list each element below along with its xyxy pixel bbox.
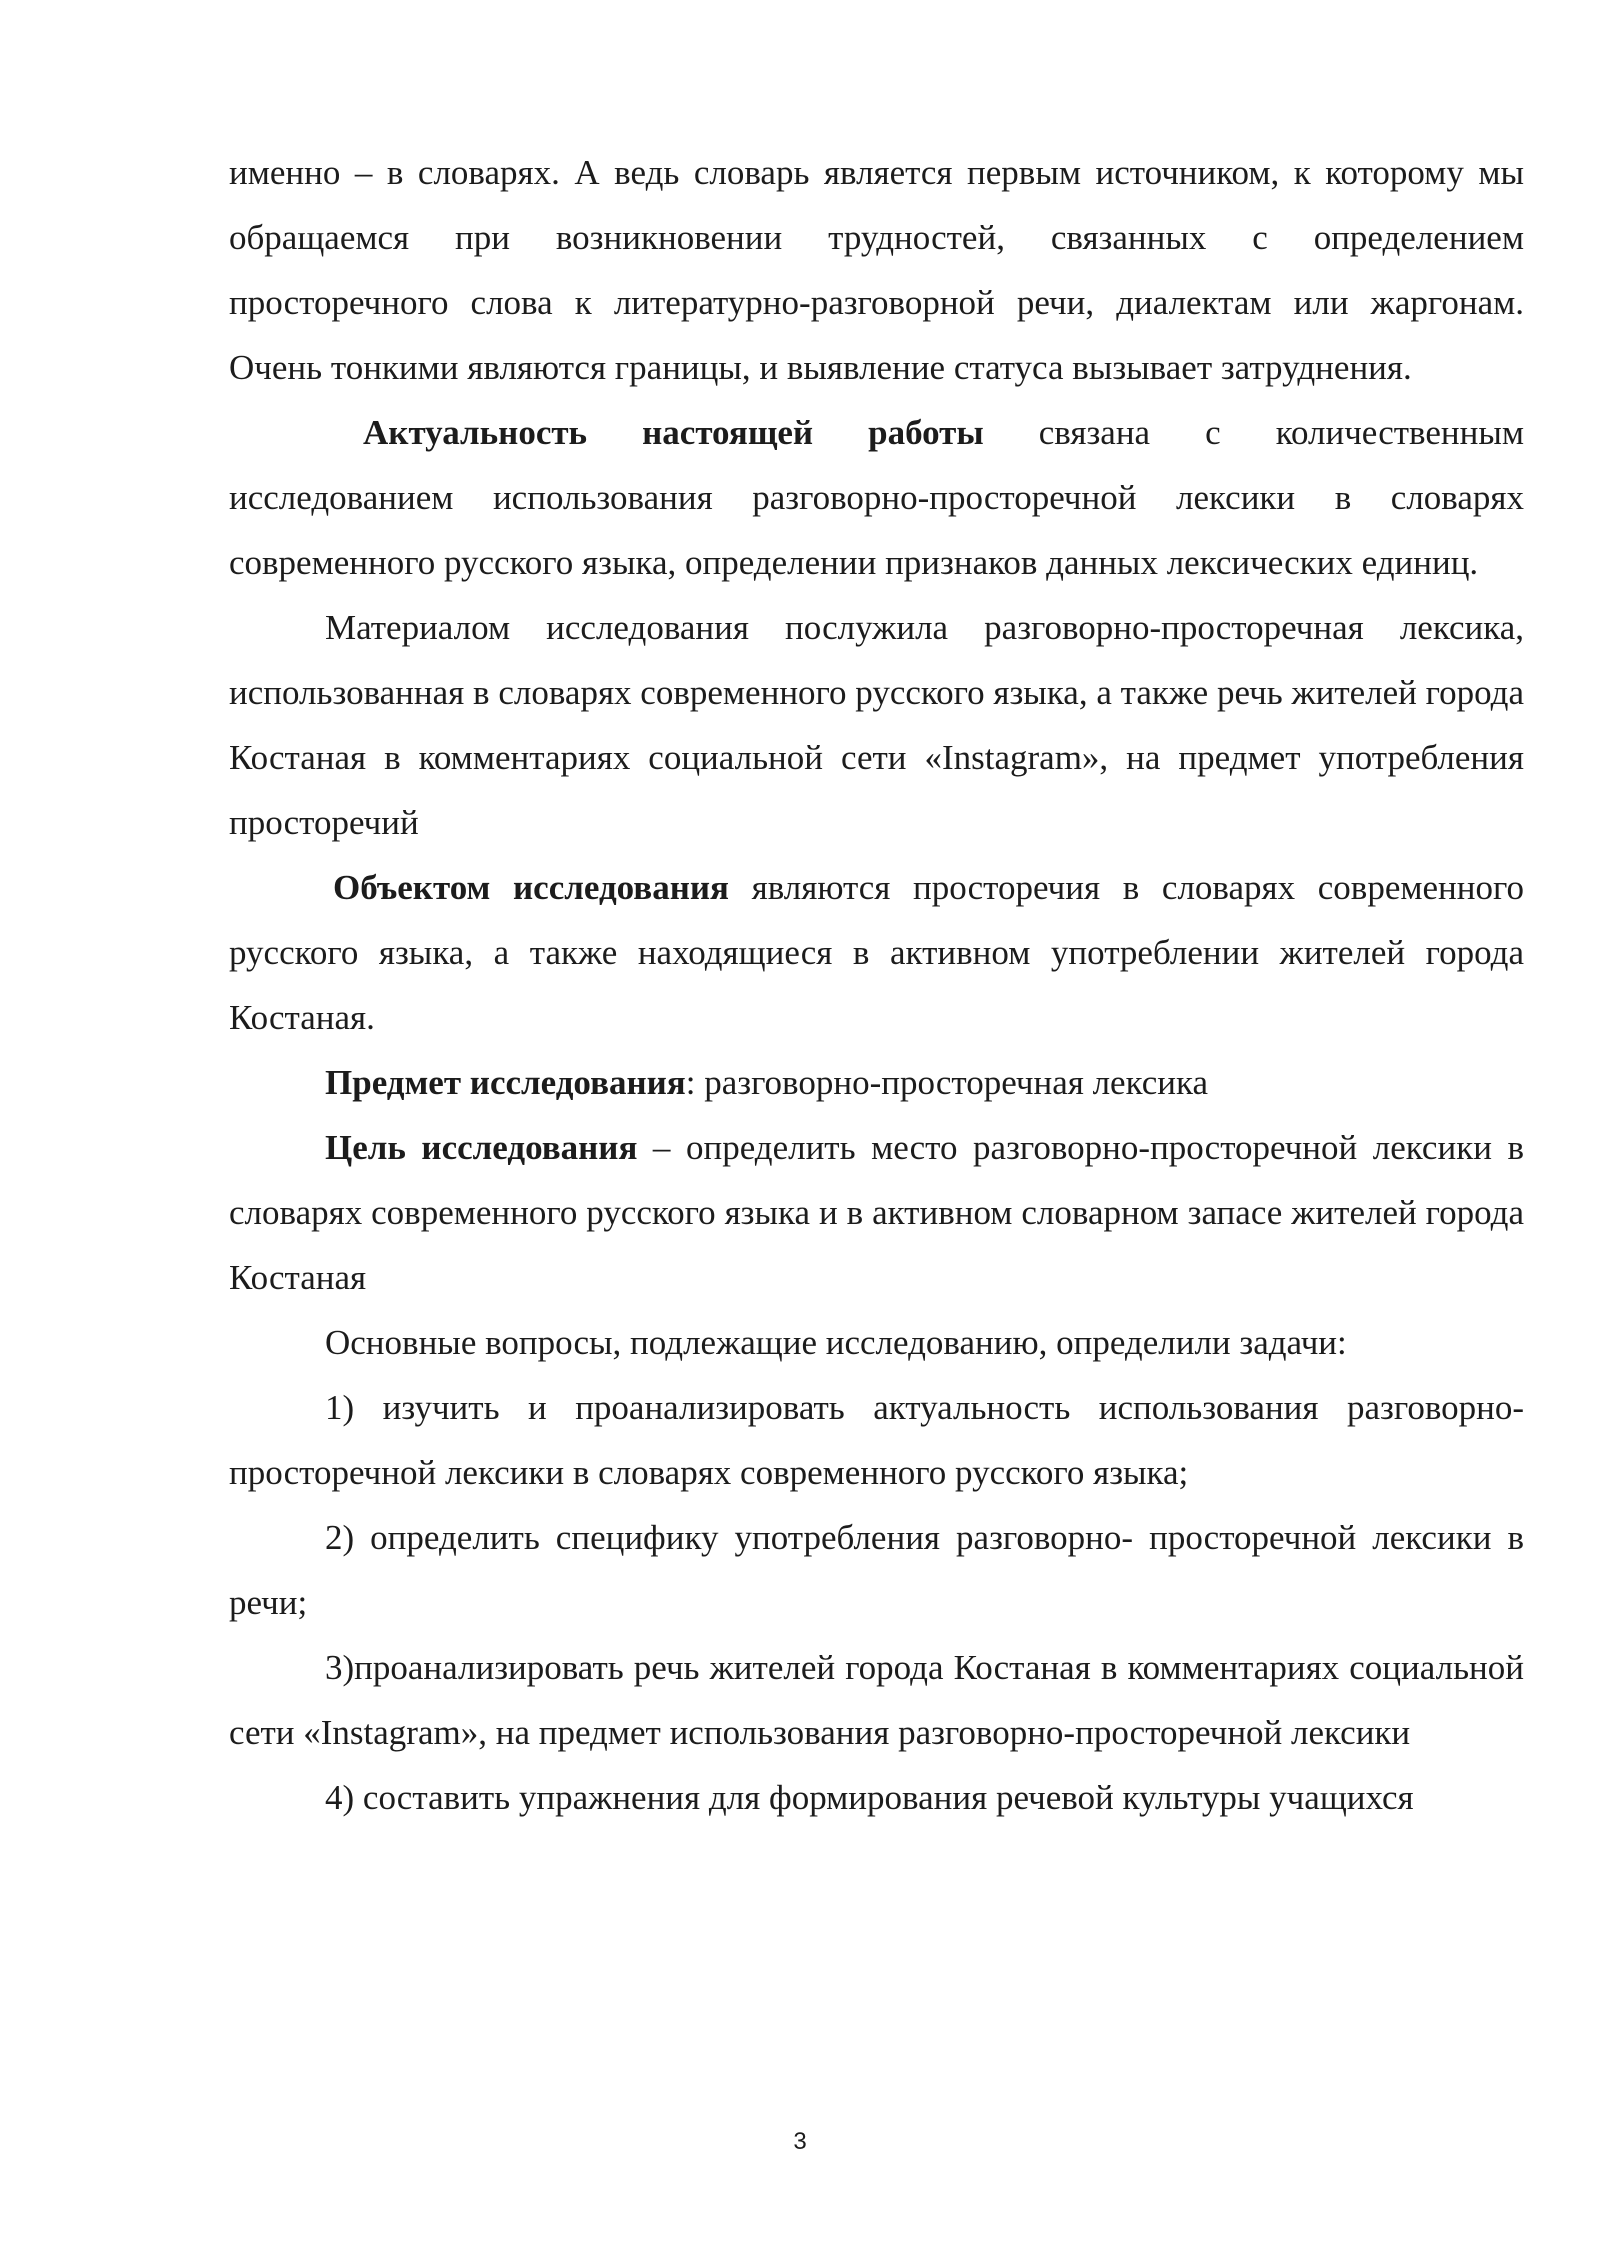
- subject-heading: Предмет исследования: [325, 1063, 686, 1102]
- paragraph-material: Материалом исследования послужила разговорно-просторечная лексика, использованная в словарях современного русского языка, а также речь жителей города Костаная в комментариях социальной сети «Instagram», на предмет употребления просторечий: [229, 608, 1524, 842]
- task-item-1: 1) изучить и проанализировать актуальность использования разговорно-просторечной лексики в словарях современного русского языка;: [229, 1388, 1524, 1492]
- goal-heading: Цель исследования: [325, 1128, 638, 1167]
- paragraph-tasks-intro: Основные вопросы, подлежащие исследованию, определили задачи:: [325, 1323, 1347, 1362]
- task-item-4: 4) составить упражнения для формирования речевой культуры учащихся: [325, 1778, 1414, 1817]
- object-heading: Объектом исследования: [333, 868, 729, 907]
- task-item-3: 3)проанализировать речь жителей города Костаная в комментариях социальной сети «Instagram», на предмет использования разговорно-просторечной лексики: [229, 1648, 1524, 1752]
- page-number: 3: [793, 2128, 807, 2155]
- paragraph-subject: [229, 1050, 1524, 1115]
- goal-text: – определить место разговорно-просторечной лексики в словарях современного русского языка и в активном словарном запасе жителей города Костаная: [229, 1128, 1524, 1297]
- paragraph-object: [229, 855, 1524, 1050]
- object-text: являются просторечия в словарях современного русского языка, а также находящиеся в активном употреблении жителей города Костаная.: [229, 868, 1524, 1037]
- relevance-heading: Актуальность настоящей работы: [363, 413, 984, 452]
- paragraph-relevance: [229, 400, 1524, 595]
- task-item-2: 2) определить специфику употребления разговорно- просторечной лексики в речи;: [229, 1518, 1524, 1622]
- relevance-text: связана с количественным исследованием использования разговорно-просторечной лексики в словарях современного русского языка, определении признаков данных лексических единиц.: [229, 413, 1525, 582]
- paragraph-dictionary-intro: именно – в словарях. А ведь словарь является первым источником, к которому мы обращаемся при возникновении трудностей, связанных с определением просторечного слова к литературно-разговорной речи, диалектам или жаргонам. Очень тонкими являются границы, и выявление статуса вызывает затруднения.: [229, 153, 1524, 387]
- document-body: [229, 140, 1524, 1830]
- subject-text: : разговорно-просторечная лексика: [685, 1063, 1208, 1102]
- paragraph-goal: [229, 1115, 1524, 1310]
